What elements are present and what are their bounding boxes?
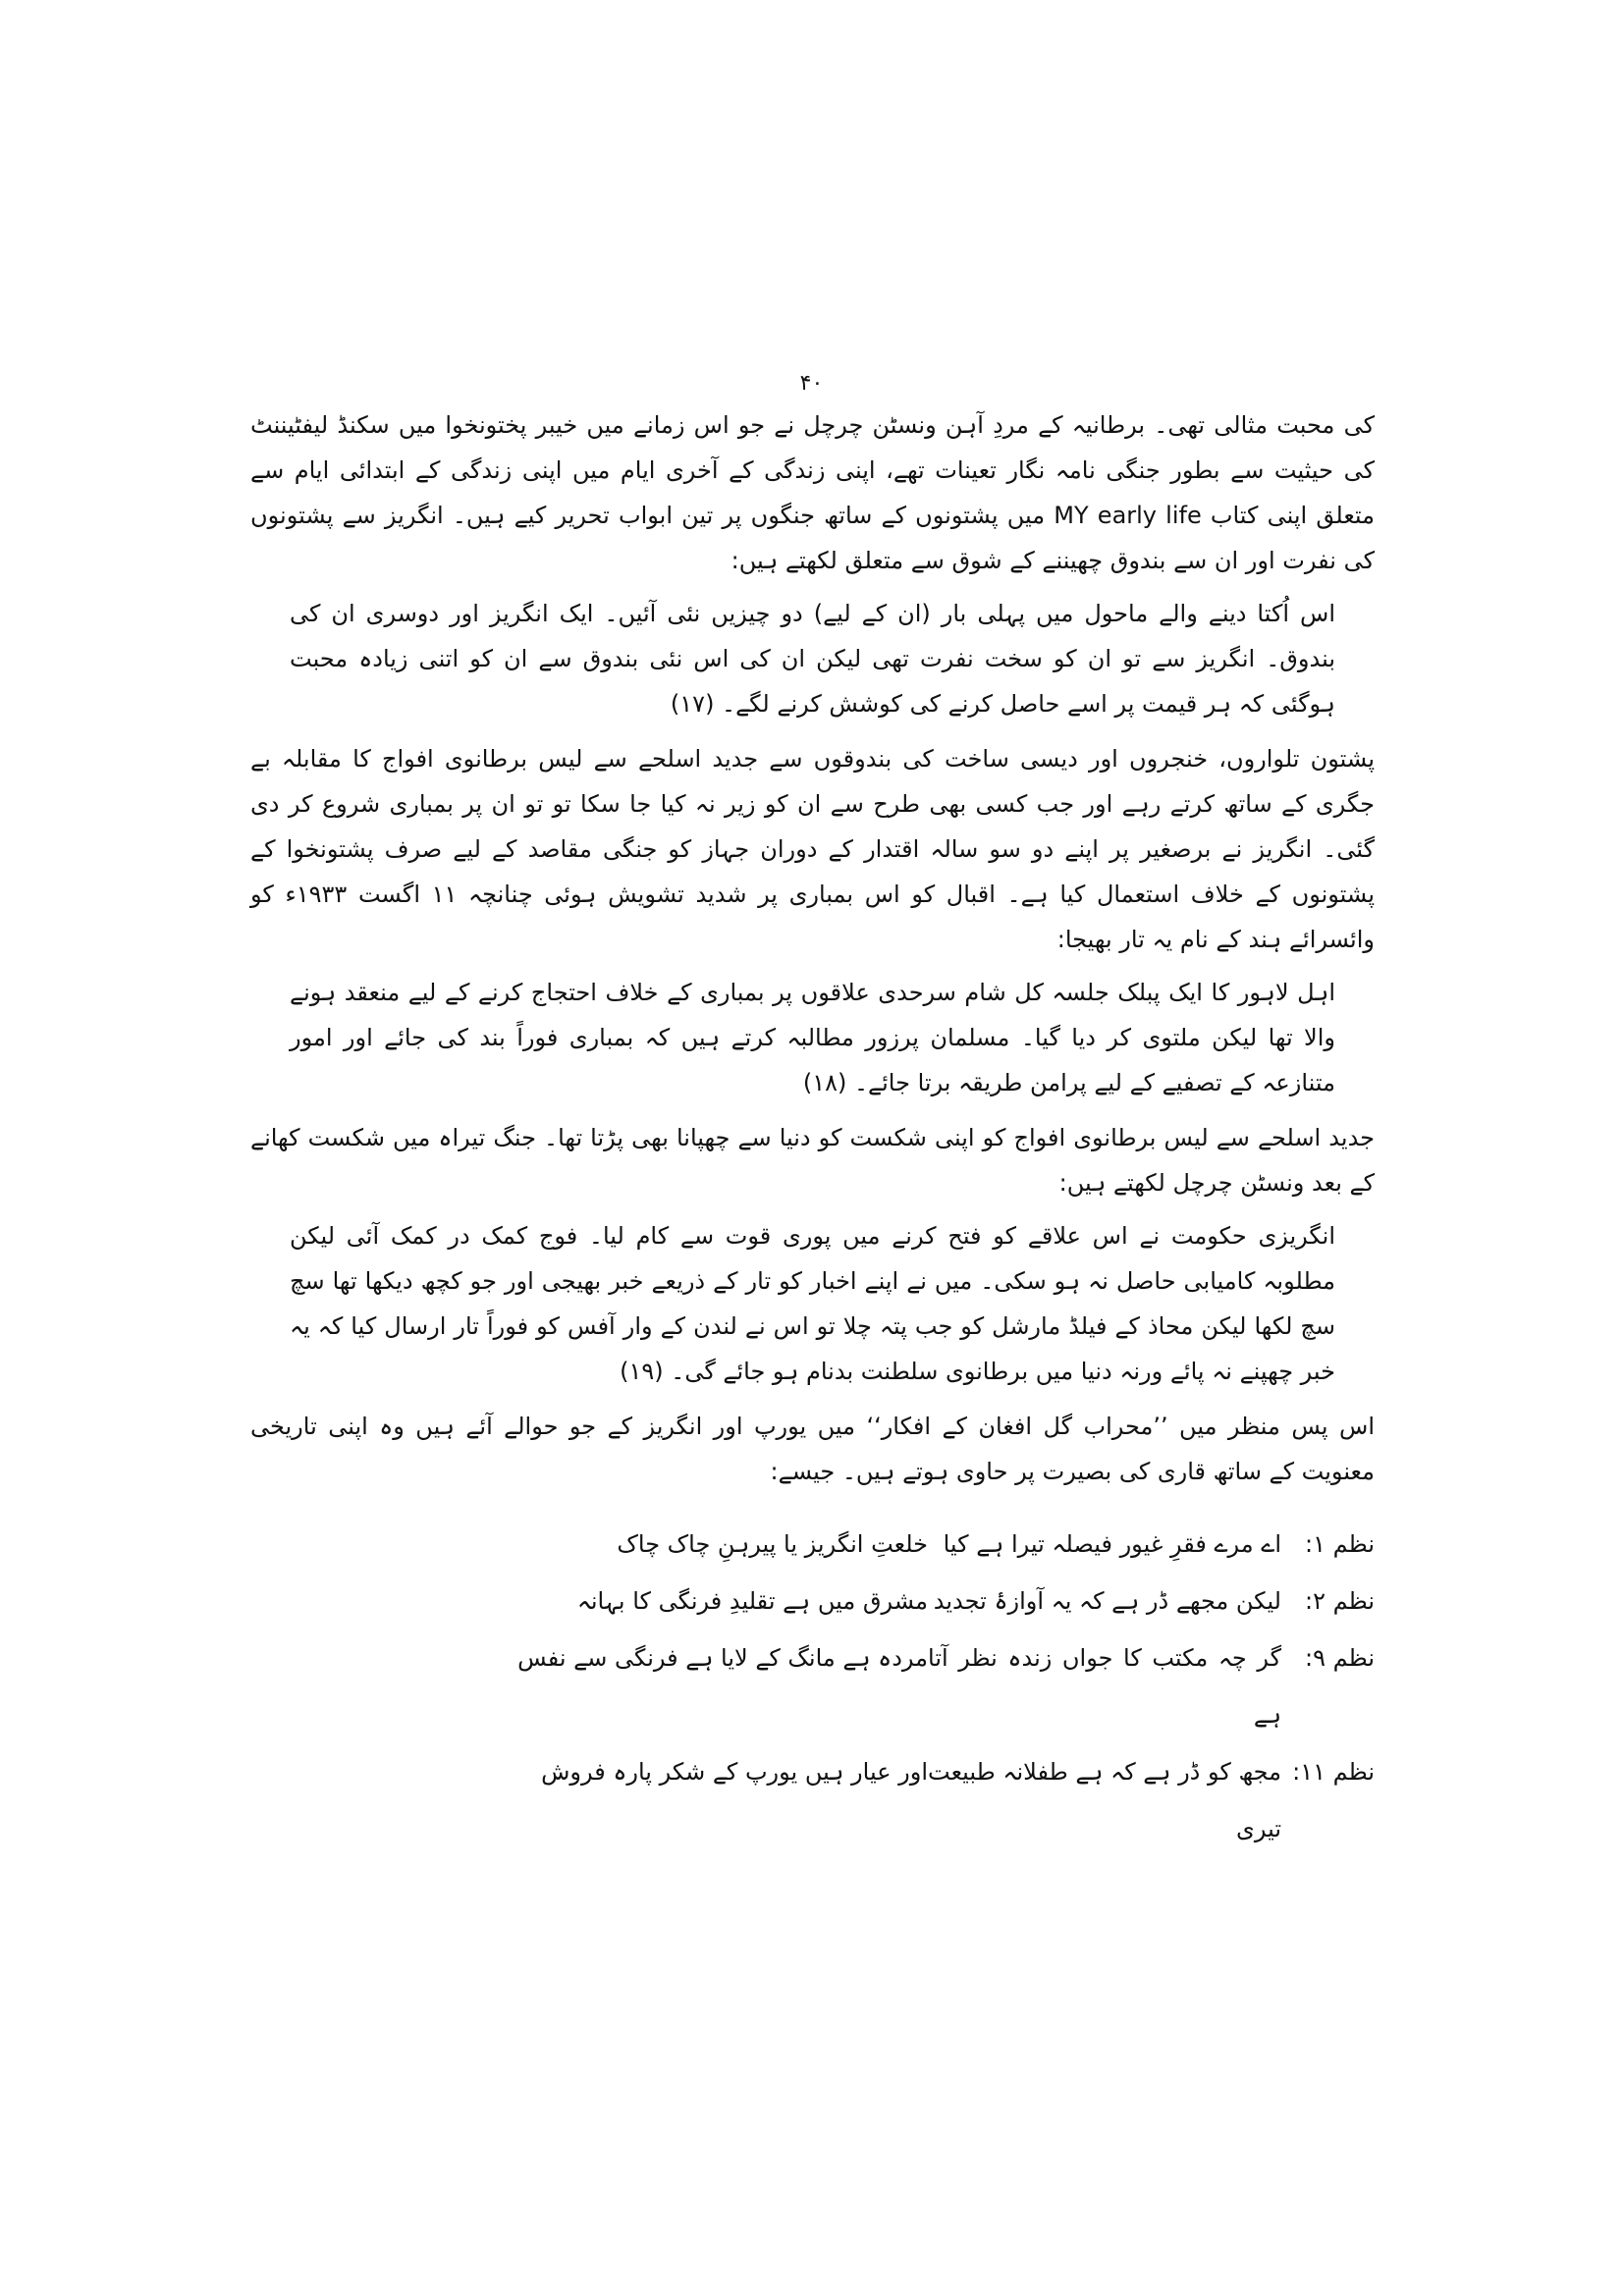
block-quote-churchill-tirah: انگریزی حکومت نے اس علاقے کو فتح کرنے میں پوری قوت سے کام لیا۔ فوج کمک در کمک آئی لیکن مطلوبہ کامیابی حاصل نہ ہو سکی۔ میں نے اپنے اخبار کو تار کے ذریعے خبر بھیجی اور جو کچھ دیکھا تھا سچ سچ لکھا لیکن محاذ کے فیلڈ مارشل کو جب پتہ چلا تو اس نے لندن کے وار آفس کو فوراً تار ارسال کیا کہ یہ خبر چھپنے نہ پائے ورنہ دنیا میں برطانوی سلطنت بدنام ہو جائے گی۔ (۱۹) <box>290 1222 1335 1385</box>
block-quote-telegram: اہل لاہور کا ایک پبلک جلسہ کل شام سرحدی علاقوں پر بمباری کے خلاف احتجاج کرنے کے لیے منعقد ہونے والا تھا لیکن ملتوی کر دیا گیا۔ مسلمان پرزور مطالبہ کرتے ہیں کہ بمباری فوراً بند کی جائے اور امور متنازعہ کے تصفیے کے لیے پرامن طریقہ برتا جائے۔ (۱۸) <box>290 979 1335 1096</box>
poem-label: نظم ۱۱: <box>1292 1758 1375 1786</box>
poem-second-line: مردہ ہے مانگ کے لایا ہے فرنگی سے نفس <box>517 1644 928 1672</box>
poem-second-line: اور عیار ہیں یورپ کے شکر پارہ فروش <box>541 1758 928 1786</box>
poem-row <box>250 1743 1375 1857</box>
paragraph-bombing: پشتون تلواروں، خنجروں اور دیسی ساخت کی بندوقوں سے جدید اسلحے سے لیس برطانوی افواج کا مقابلہ بے جگری کے ساتھ کرتے رہے اور جب کسی بھی طرح سے ان کو زیر نہ کیا جا سکا تو تو ان پر بمباری شروع کر دی گئی۔ انگریز نے برصغیر پر اپنے دو سو سالہ اقتدار کے دوران جہاز کو جنگی مقاصد کے لیے صرف پشتونخوا کے پشتونوں کے خلاف استعمال کیا ہے۔ اقبال کو اس بمباری پر شدید تشویش ہوئی چنانچہ ۱۱ اگست ۱۹۳۳ء کو وائسرائے ہند کے نام یہ تار بھیجا: <box>250 745 1375 953</box>
poem-first-line: لیکن مجھے ڈر ہے کہ یہ آوازۂ تجدید <box>933 1587 1281 1615</box>
poem-label: نظم ۱: <box>1305 1530 1375 1558</box>
paragraph-context: اس پس منظر میں ’’محراب گل افغان کے افکار‘‘ میں یورپ اور انگریز کے جو حوالے آئے ہیں وہ اپنی تاریخی معنویت کے ساتھ قاری کی بصیرت پر حاوی ہوتے ہیں۔ جیسے: <box>250 1413 1375 1485</box>
page-number: ۴۰ <box>799 371 824 396</box>
poem-second-line: مشرق میں ہے تقلیدِ فرنگی کا بہانہ <box>576 1587 928 1615</box>
page-body <box>250 402 1375 1857</box>
poem-label: نظم ۲: <box>1305 1587 1375 1615</box>
paragraph-intro: کی محبت مثالی تھی۔ برطانیہ کے مردِ آہن ونسٹن چرچل نے جو اس زمانے میں خیبر پختونخوا میں سکنڈ لیفٹیننٹ کی حیثیت سے بطور جنگی نامہ نگار تعینات تھے، اپنی زندگی کے آخری ایام میں اپنی زندگی کے ابتدائی ایام سے متعلق اپنی کتاب MY early life میں پشتونوں کے ساتھ جنگوں پر تین ابواب تحریر کیے ہیں۔ انگریز سے پشتونوں کی نفرت اور ان سے بندوق چھیننے کے شوق سے متعلق لکھتے ہیں: <box>250 411 1376 574</box>
poem-row <box>250 1629 1375 1743</box>
poem-first-line: اے مرے فقرِ غیور فیصلہ تیرا ہے کیا <box>943 1530 1281 1558</box>
poem-label: نظم ۹: <box>1305 1644 1375 1672</box>
poem-first-line: مجھ کو ڈر ہے کہ ہے طفلانہ طبیعت تیری <box>928 1758 1281 1842</box>
poem-second-line: خلعتِ انگریز یا پیرہنِ چاک چاک <box>617 1530 928 1558</box>
paragraph-tirah: جدید اسلحے سے لیس برطانوی افواج کو اپنی شکست کو دنیا سے چھپانا بھی پڑتا تھا۔ جنگ تیراہ میں شکست کھانے کے بعد ونسٹن چرچل لکھتے ہیں: <box>250 1124 1375 1197</box>
poem-first-line: گر چہ مکتب کا جواں زندہ نظر آتا ہے <box>928 1644 1281 1729</box>
poem-row <box>250 1516 1375 1573</box>
block-quote-churchill-gun: اس اُکتا دینے والے ماحول میں پہلی بار (ان کے لیے) دو چیزیں نئی آئیں۔ ایک انگریز اور دوسری ان کی بندوق۔ انگریز سے تو ان کو سخت نفرت تھی لیکن ان کی اس نئی بندوق سے ان کو اتنی زیادہ محبت ہوگئی کہ ہر قیمت پر اسے حاصل کرنے کی کوشش کرنے لگے۔ (۱۷) <box>290 600 1335 718</box>
poem-list <box>250 1516 1375 1857</box>
poem-row <box>250 1573 1375 1629</box>
